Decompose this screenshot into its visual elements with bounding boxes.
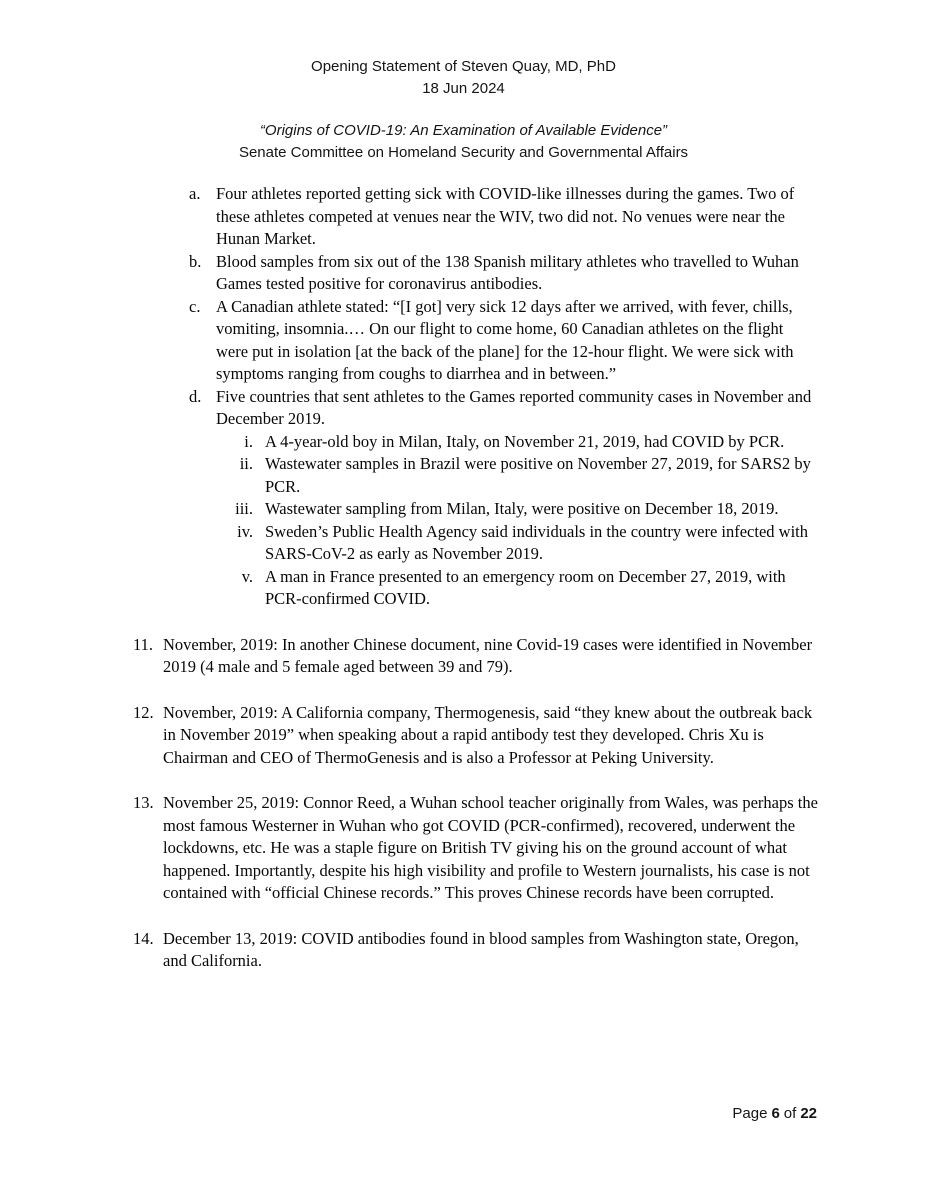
list-item-14 bbox=[0, 928, 927, 973]
total-pages: 22 bbox=[800, 1105, 817, 1122]
list-item-text: November 25, 2019: Connor Reed, a Wuhan school teacher originally from Wales, was perhaps the most famous Westerner in Wuhan who got COVID (PCR-confirmed), recovered, underwent the lockdowns, etc. He was a staple figure on British TV giving his on the ground account of what happened. Importantly, despite his high visibility and profile to Western journalists, his case is not contained with “official Chinese records.” This proves Chinese records have been corrupted. bbox=[163, 793, 818, 902]
page-footer bbox=[732, 1104, 817, 1124]
list-item-text: Five countries that sent athletes to the Games reported community cases in November and December 2019. bbox=[216, 386, 812, 428]
list-item-11 bbox=[0, 634, 927, 679]
list-item-b bbox=[0, 251, 927, 296]
list-marker: b. bbox=[189, 251, 202, 271]
list-item-text: November, 2019: A California company, Thermogenesis, said “they knew about the outbreak back in November 2019” when speaking about a rapid antibody test they developed. Chris Xu is Chairman and CEO of ThermoGenesis and is also a Professor at Peking University. bbox=[163, 702, 813, 767]
list-marker: c. bbox=[189, 296, 201, 316]
document-header bbox=[0, 0, 927, 164]
statement-title: Opening Statement of Steven Quay, MD, PhD bbox=[311, 58, 616, 75]
list-marker: 12. bbox=[133, 702, 154, 722]
list-marker: d. bbox=[189, 386, 202, 406]
list-marker: a. bbox=[189, 184, 201, 203]
list-item-iv bbox=[0, 521, 927, 566]
list-item-text: A Canadian athlete stated: “[I got] very sick 12 days after we arrived, with fever, chills, vomiting, insomnia.… On our flight to come home, 60 Canadian athletes on the flight were put in isolation [at the back of the plane] for the 12-hour flight. We were sick with symptoms ranging from coughs to diarrhea and in between.” bbox=[216, 296, 794, 383]
list-item-a bbox=[0, 183, 927, 251]
list-item-text: Wastewater samples in Brazil were positive on November 27, 2019, for SARS2 by PCR. bbox=[265, 454, 811, 496]
list-item-iii bbox=[0, 498, 927, 521]
list-marker: v. bbox=[241, 566, 253, 586]
list-item-text: December 13, 2019: COVID antibodies found in blood samples from Washington state, Oregon, and California. bbox=[163, 928, 799, 970]
list-item-i bbox=[0, 431, 927, 454]
list-item-text: Blood samples from six out of the 138 Spanish military athletes who travelled to Wuhan Games tested positive for coronavirus antibodies. bbox=[216, 251, 799, 293]
list-item-v bbox=[0, 566, 927, 611]
of-word: of bbox=[783, 1105, 797, 1122]
list-marker: iii. bbox=[235, 499, 253, 518]
list-marker: 14. bbox=[133, 928, 154, 948]
list-item-text: Wastewater sampling from Milan, Italy, were positive on December 18, 2019. bbox=[265, 499, 779, 518]
list-marker: ii. bbox=[239, 454, 253, 473]
page-word: Page bbox=[732, 1105, 768, 1122]
list-item-text: A man in France presented to an emergency room on December 27, 2019, with PCR-confirmed COVID. bbox=[265, 566, 786, 608]
list-item-text: November, 2019: In another Chinese document, nine Covid-19 cases were identified in November 2019 (4 male and 5 female aged between 39 and 79). bbox=[163, 634, 813, 676]
list-item-13 bbox=[0, 792, 927, 905]
list-item-text: Sweden’s Public Health Agency said individuals in the country were infected with SARS-CoV-2 as early as November 2019. bbox=[265, 521, 809, 563]
hearing-title: “Origins of COVID-19: An Examination of Available Evidence” bbox=[259, 122, 668, 139]
committee-name: Senate Committee on Homeland Security and Governmental Affairs bbox=[238, 144, 689, 161]
document-body bbox=[0, 183, 927, 973]
page-number: 6 bbox=[771, 1105, 780, 1122]
list-item-ii bbox=[0, 453, 927, 498]
list-item-12 bbox=[0, 702, 927, 770]
statement-date: 18 Jun 2024 bbox=[422, 80, 505, 97]
list-marker: 13. bbox=[133, 793, 154, 812]
list-marker: i. bbox=[244, 431, 253, 451]
list-item-text: Four athletes reported getting sick with COVID-like illnesses during the games. Two of these athletes competed at venues near the WIV, two did not. No venues were near the Hunan Market. bbox=[216, 184, 795, 248]
list-marker: iv. bbox=[237, 521, 253, 541]
list-item-text: A 4-year-old boy in Milan, Italy, on November 21, 2019, had COVID by PCR. bbox=[265, 431, 785, 451]
list-item-c bbox=[0, 296, 927, 386]
list-item-d bbox=[0, 386, 927, 431]
list-marker: 11. bbox=[133, 634, 154, 654]
